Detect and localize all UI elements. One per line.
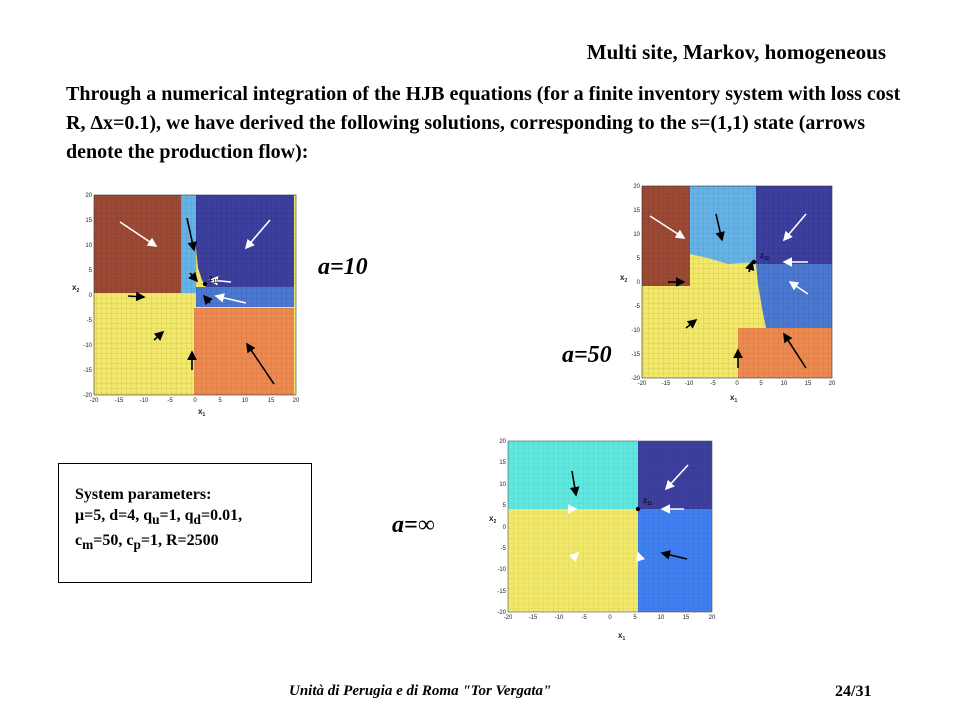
svg-text:5: 5 [502,503,506,509]
svg-text:-20: -20 [503,615,513,621]
label-a50: a=50 [562,342,612,368]
footer-institution: Unità di Perugia e di Roma "Tor Vergata" [289,683,552,699]
label-a10: a=10 [318,254,368,280]
plot-a50-x-ticks [638,381,836,387]
svg-text:0: 0 [88,293,92,299]
svg-text:20: 20 [633,184,640,190]
svg-text:10: 10 [657,615,665,621]
svg-text:-5: -5 [710,381,716,387]
plot-ainf-y-ticks [497,439,506,616]
svg-text:-10: -10 [497,567,506,573]
svg-text:20: 20 [85,193,92,199]
plot-ainf [488,433,728,643]
page-number: 24/31 [835,683,872,700]
svg-text:10: 10 [499,482,506,488]
svg-text:20: 20 [828,381,836,387]
svg-text:0: 0 [608,615,612,621]
svg-text:20: 20 [708,615,716,621]
plot-a50-y-ticks [631,184,640,382]
svg-text:15: 15 [499,460,506,466]
svg-text:-15: -15 [631,352,640,358]
plot-ainf-point [636,507,640,511]
plot-a10-ylabel: $x_2$ [72,283,80,294]
plot-a10-y-ticks [83,193,92,399]
svg-text:-10: -10 [83,343,92,349]
svg-text:-10: -10 [631,328,640,334]
svg-text:-20: -20 [637,381,647,387]
svg-text:15: 15 [85,218,92,224]
svg-text:10: 10 [780,381,788,387]
plot-a10-point-label: $z_{11}$ [209,274,219,285]
plot-a10-xlabel: $x_1$ [198,407,206,418]
plot-ainf-xlabel: $x_1$ [618,631,626,642]
svg-text:5: 5 [88,268,92,274]
plot-ainf-point-label: $z_{11}$ [643,496,653,507]
system-parameters-box [58,463,312,583]
svg-text:20: 20 [499,439,506,445]
svg-text:-5: -5 [86,318,92,324]
svg-text:0: 0 [193,398,197,404]
svg-text:10: 10 [633,232,640,238]
svg-text:-15: -15 [497,589,506,595]
svg-text:-15: -15 [661,381,671,387]
svg-text:5: 5 [759,381,763,387]
svg-text:-20: -20 [83,393,92,399]
svg-text:20: 20 [292,398,300,404]
svg-text:10: 10 [85,243,92,249]
svg-text:-10: -10 [554,615,564,621]
svg-text:10: 10 [241,398,249,404]
plot-a50-point-label: $z_{11}$ [760,251,770,262]
plot-a10-x-ticks [90,398,300,404]
plot-a50 [618,178,843,403]
svg-text:0: 0 [636,280,640,286]
svg-text:-20: -20 [89,398,99,404]
svg-text:-10: -10 [139,398,149,404]
svg-text:0: 0 [735,381,739,387]
svg-text:-5: -5 [581,615,587,621]
svg-text:15: 15 [267,398,275,404]
svg-text:-5: -5 [167,398,173,404]
svg-text:-15: -15 [114,398,124,404]
svg-text:15: 15 [633,208,640,214]
svg-text:15: 15 [682,615,690,621]
svg-text:5: 5 [218,398,222,404]
plot-a10 [66,188,311,423]
slide-title: Multi site, Markov, homogeneous [586,40,886,64]
svg-text:5: 5 [633,615,637,621]
label-ainf: a=∞ [392,512,435,538]
svg-text:-20: -20 [631,376,640,382]
plot-a10-point [203,282,207,286]
svg-text:-10: -10 [684,381,694,387]
svg-text:-5: -5 [500,546,506,552]
svg-text:-15: -15 [528,615,538,621]
params-line-1: μ=5, d=4, $q_u=1$, $q_d=0.01$, [75,507,243,528]
plot-a50-point [752,260,756,264]
svg-text:5: 5 [636,256,640,262]
svg-text:0: 0 [502,525,506,531]
svg-text:15: 15 [804,381,812,387]
plot-ainf-regions [508,441,712,612]
plot-a50-ylabel: $x_2$ [620,273,628,284]
intro-text: Through a numerical integration of the HJB equations (for a finite inventory system with loss cost R, Δx=0.1), we have derived the following solutions, corresponding to the s=(1,1) state (arrows denote the production flow): [66,83,901,163]
plot-ainf-x-ticks [504,615,716,621]
svg-text:-20: -20 [497,610,506,616]
svg-text:-5: -5 [634,304,640,310]
plot-a50-xlabel: $x_1$ [730,393,738,403]
params-line-2: $c_m=50$, $c_p=1$, R=2500 [75,532,219,553]
params-heading: System parameters: [75,486,212,503]
svg-text:-15: -15 [83,368,92,374]
plot-ainf-ylabel: $x_2$ [489,514,497,525]
